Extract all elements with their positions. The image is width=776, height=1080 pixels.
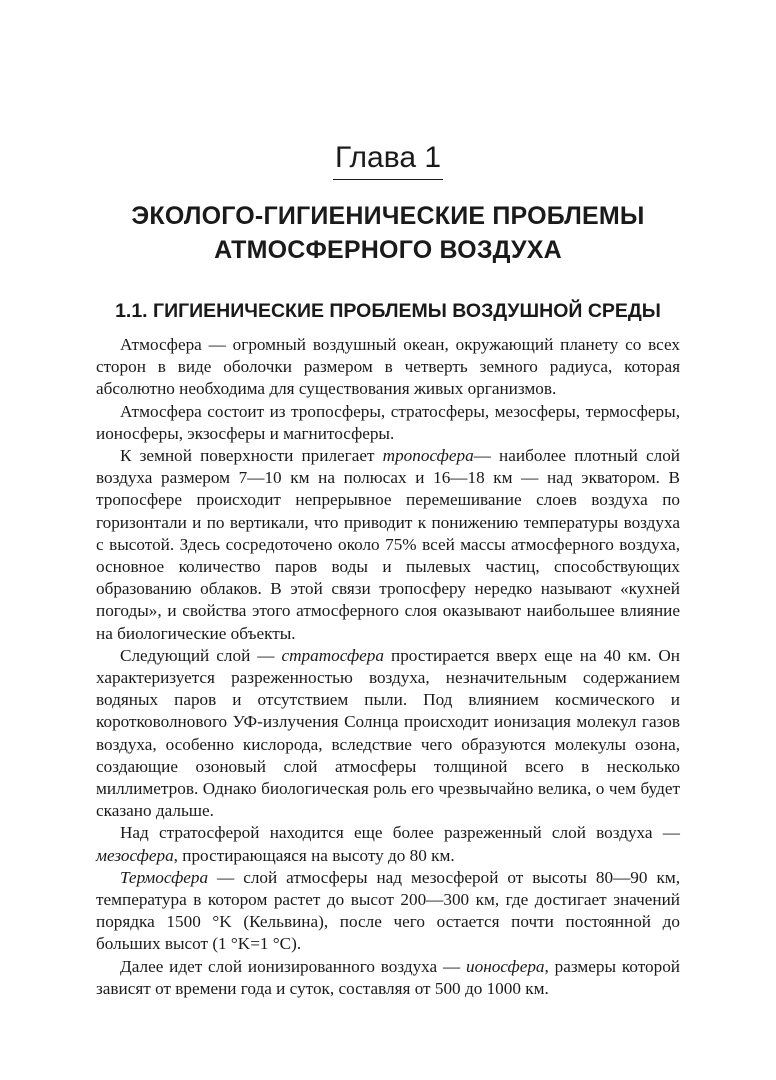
paragraph-7-rest: , размеры которой зависят от времени года и суток, составляя от 500 до 1000 км.: [96, 956, 680, 998]
term-troposphere: тропосфера: [382, 446, 474, 466]
chapter-label: [96, 140, 680, 180]
term-ionosphere: ионосфера: [466, 956, 545, 976]
chapter-label-text: Глава 1: [333, 140, 443, 180]
paragraph-3-rest: — наиболее плотный слой воздуха размером 7—10 км на полюсах и 16—18 км — над экватором. В тропосфере происходит непрерывное перемешивание слоев воздуха по горизонтали и по вертикали, что приводит к понижению температуры воздуха с высотой. Здесь сосредоточено около 75% всей массы атмосферного воздуха, основное количество паров воды и пылевых частиц, способствующих образованию облаков. В этой связи тропосферу нередко называют «кухней погоды», и свойства этого атмосферного слоя оказывают наибольшее влияние на биологические объекты.: [96, 446, 680, 643]
paragraph-4: [96, 645, 680, 823]
paragraph-1: Атмосфера — огромный воздушный океан, окружающий планету со всех сторон в виде оболочки размером в четверть земного радиуса, которая абсолютно необходима для существования живых организмов.: [96, 335, 680, 399]
paragraph-3-start: К земной поверхности прилегает: [120, 446, 383, 466]
paragraph-5-start: Над стратосферой находится еще более разреженный слой воздуха —: [120, 823, 680, 843]
term-thermosphere: Термосфера: [120, 867, 209, 887]
paragraph-5-rest: , простирающаяся на высоту до 80 км.: [173, 845, 455, 865]
paragraph-2: Атмосфера состоит из тропосферы, стратосферы, мезосферы, термосферы, ионосферы, экзосферы и магнитосферы.: [96, 401, 680, 443]
paragraph-7: [96, 956, 680, 1000]
term-mesosphere: мезосфера: [96, 845, 174, 865]
paragraph-6: [96, 867, 680, 956]
paragraph-3: [96, 445, 680, 645]
paragraph-7-start: Далее идет слой ионизированного воздуха —: [120, 956, 466, 976]
chapter-title-line-2: АТМОСФЕРНОГО ВОЗДУХА: [214, 236, 562, 264]
chapter-title: [96, 199, 680, 267]
paragraph-4-rest: простирается вверх еще на 40 км. Он характеризуется разреженностью воздуха, незначительным содержанием водяных паров и отсутствием пыли. Под влиянием космического и коротковолнового УФ-излучения Солнца происходит ионизация молекул газов воздуха, особенно кислорода, вследствие чего образуются молекулы озона, создающие озоновый слой атмосферы толщиной всего в несколько миллиметров. Однако биологическая роль его чрезвычайно велика, о чем будет сказано дальше.: [96, 645, 680, 821]
chapter-title-line-1: ЭКОЛОГО-ГИГИЕНИЧЕСКИЕ ПРОБЛЕМЫ: [131, 202, 645, 230]
body-text: [96, 334, 680, 1000]
section-title: 1.1. ГИГИЕНИЧЕСКИЕ ПРОБЛЕМЫ ВОЗДУШНОЙ СРЕДЫ: [115, 300, 661, 322]
paragraph-6-rest: — слой атмосферы над мезосферой от высоты 80—90 км, температура в котором растет до высот 200—300 км, где достигает значений порядка 1500 °K (Кельвина), после чего остается почти постоянной до больших высот (1 °K=1 °C).: [96, 867, 680, 954]
paragraph-4-start: Следующий слой —: [120, 645, 282, 665]
term-stratosphere: стратосфера: [281, 645, 384, 665]
paragraph-5: [96, 822, 680, 866]
